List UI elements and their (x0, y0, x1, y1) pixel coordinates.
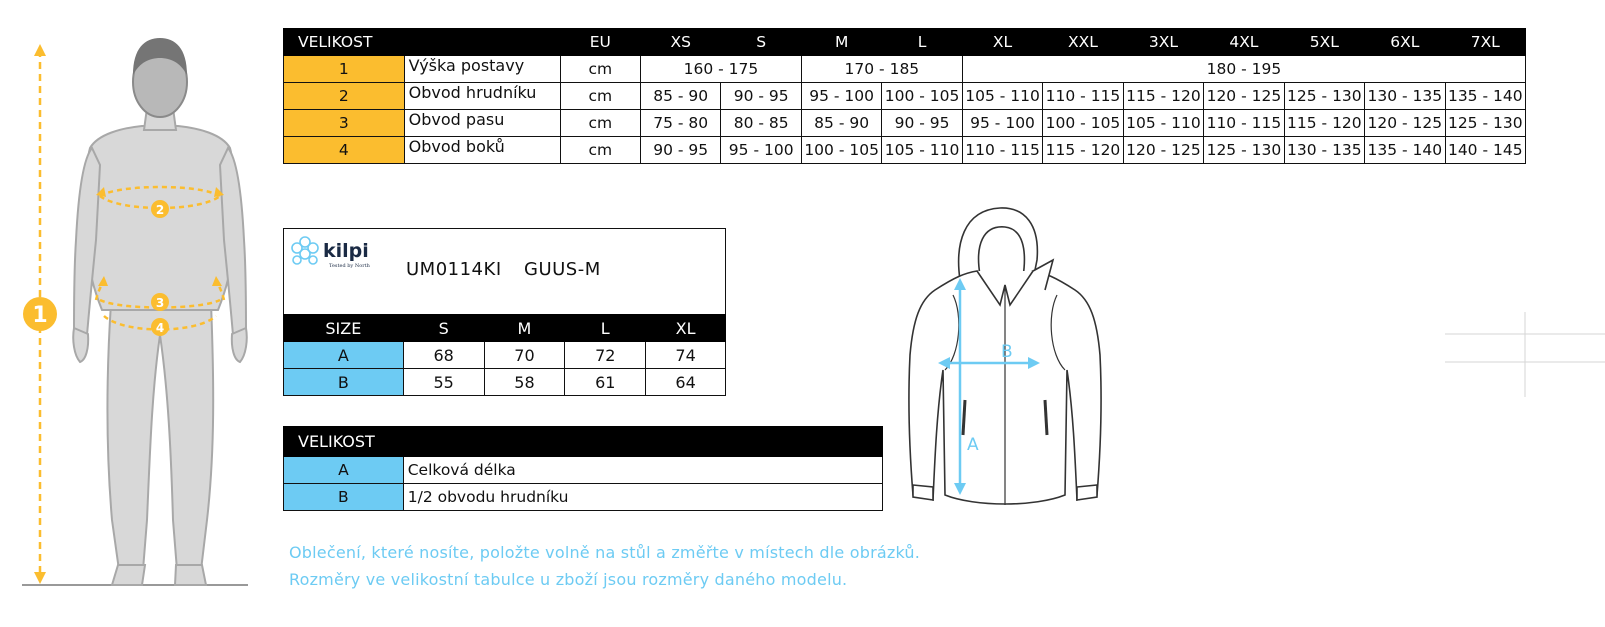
cell: 95 - 100 (962, 110, 1042, 137)
row-unit: cm (560, 137, 640, 164)
size-chart-table (283, 28, 1526, 164)
product-name: GUUS-M (524, 259, 601, 280)
header-xs: XS (641, 29, 721, 56)
table-row (284, 342, 726, 369)
cell: 110 - 115 (1204, 110, 1284, 137)
faint-grid-fragment (1445, 312, 1605, 397)
height-arrow-bottom (34, 572, 46, 584)
cell: 120 - 125 (1204, 83, 1284, 110)
cell: 100 - 105 (882, 83, 962, 110)
size-table-header (284, 29, 1526, 56)
measure-b-label: B (1001, 342, 1013, 362)
header-l: L (882, 29, 962, 56)
header-xl: XL (962, 29, 1042, 56)
row-number: 2 (284, 83, 405, 110)
row-label: Obvod hrudníku (404, 83, 560, 110)
cell: 85 - 90 (641, 83, 721, 110)
marker-4-label: 4 (155, 321, 165, 335)
body-silhouette (73, 108, 247, 585)
body-measurement-figure (0, 0, 260, 627)
legend-label: B (284, 484, 404, 511)
note-line-1: Oblečení, které nosíte, položte volně na stůl a změřte v místech dle obrázků. (289, 543, 921, 562)
cell: 95 - 100 (801, 83, 881, 110)
row-label: Obvod boků (404, 137, 560, 164)
cell: 110 - 115 (962, 137, 1042, 164)
row-label: A (284, 342, 404, 369)
jacket-illustration (905, 205, 1110, 525)
product-info-box (283, 228, 726, 315)
header-7xl: 7XL (1445, 29, 1525, 56)
logo-wordmark: kilpi (323, 240, 369, 262)
header-xxl: XXL (1043, 29, 1123, 56)
height-group-3: 180 - 195 (962, 56, 1525, 83)
header-m: M (801, 29, 881, 56)
header-3xl: 3XL (1123, 29, 1203, 56)
row-number: 1 (284, 56, 405, 83)
legend-table (283, 426, 883, 511)
note-line-2: Rozměry ve velikostní tabulce u zboží jsou rozměry daného modelu. (289, 570, 848, 589)
header-s: S (403, 315, 484, 342)
product-table-header (284, 315, 726, 342)
cell: 58 (484, 369, 565, 396)
row-unit: cm (560, 56, 640, 83)
knot-icon (292, 237, 318, 264)
cell: 61 (565, 369, 646, 396)
table-row (284, 56, 1526, 83)
left-pocket (963, 400, 965, 435)
cell: 68 (403, 342, 484, 369)
legend-text: 1/2 obvodu hrudníku (403, 484, 882, 511)
header-5xl: 5XL (1284, 29, 1364, 56)
marker-3-label: 3 (155, 296, 165, 310)
cell: 75 - 80 (641, 110, 721, 137)
header-xl: XL (646, 315, 726, 342)
right-pocket (1045, 400, 1047, 435)
header-eu: EU (560, 29, 640, 56)
cell: 70 (484, 342, 565, 369)
marker-2 (151, 200, 169, 218)
cell: 125 - 130 (1204, 137, 1284, 164)
cell: 90 - 95 (641, 137, 721, 164)
cell: 90 - 95 (721, 83, 801, 110)
cell: 100 - 105 (1043, 110, 1123, 137)
cell: 55 (403, 369, 484, 396)
marker-1 (23, 297, 57, 331)
marker-3 (151, 293, 169, 311)
table-row (284, 369, 726, 396)
height-group-2: 170 - 185 (801, 56, 962, 83)
row-number: 3 (284, 110, 405, 137)
height-group-1: 160 - 175 (641, 56, 802, 83)
cell: 125 - 130 (1284, 83, 1364, 110)
cell: 115 - 120 (1284, 110, 1364, 137)
cell: 135 - 140 (1365, 137, 1445, 164)
legend-title: VELIKOST (284, 427, 883, 457)
cell: 72 (565, 342, 646, 369)
cell: 105 - 110 (1123, 110, 1203, 137)
measure-a-label: A (967, 435, 979, 455)
marker-4 (151, 318, 169, 336)
row-label: Výška postavy (404, 56, 560, 83)
kilpi-logo (287, 234, 387, 274)
header-l: L (565, 315, 646, 342)
cell: 120 - 125 (1123, 137, 1203, 164)
header-4xl: 4XL (1204, 29, 1284, 56)
row-unit: cm (560, 110, 640, 137)
cell: 110 - 115 (1043, 83, 1123, 110)
legend-label: A (284, 457, 404, 484)
cell: 130 - 135 (1365, 83, 1445, 110)
header-6xl: 6XL (1365, 29, 1445, 56)
cell: 85 - 90 (801, 110, 881, 137)
cell: 105 - 110 (882, 137, 962, 164)
row-label: Obvod pasu (404, 110, 560, 137)
cell: 100 - 105 (801, 137, 881, 164)
cell: 135 - 140 (1445, 83, 1525, 110)
cell: 130 - 135 (1284, 137, 1364, 164)
table-row (284, 110, 1526, 137)
cell: 90 - 95 (882, 110, 962, 137)
row-number: 4 (284, 137, 405, 164)
row-label: B (284, 369, 404, 396)
product-size-table (283, 314, 726, 396)
cell: 140 - 145 (1445, 137, 1525, 164)
cell: 80 - 85 (721, 110, 801, 137)
row-unit: cm (560, 83, 640, 110)
legend-header (284, 427, 883, 457)
marker-2-label: 2 (155, 203, 165, 217)
cell: 115 - 120 (1043, 137, 1123, 164)
cell: 105 - 110 (962, 83, 1042, 110)
cell: 74 (646, 342, 726, 369)
header-m: M (484, 315, 565, 342)
table-row (284, 484, 883, 511)
header-velikost: VELIKOST (284, 29, 561, 56)
cell: 95 - 100 (721, 137, 801, 164)
header-s: S (721, 29, 801, 56)
cell: 125 - 130 (1445, 110, 1525, 137)
table-row (284, 137, 1526, 164)
cell: 64 (646, 369, 726, 396)
product-code: UM0114KI (406, 259, 502, 280)
table-row (284, 457, 883, 484)
logo-tagline: Tested by North (329, 263, 370, 269)
cell: 115 - 120 (1123, 83, 1203, 110)
table-row (284, 83, 1526, 110)
header-size: SIZE (284, 315, 404, 342)
legend-text: Celková délka (403, 457, 882, 484)
cell: 120 - 125 (1365, 110, 1445, 137)
marker-1-label: 1 (32, 303, 48, 328)
height-arrow-top (34, 44, 46, 56)
